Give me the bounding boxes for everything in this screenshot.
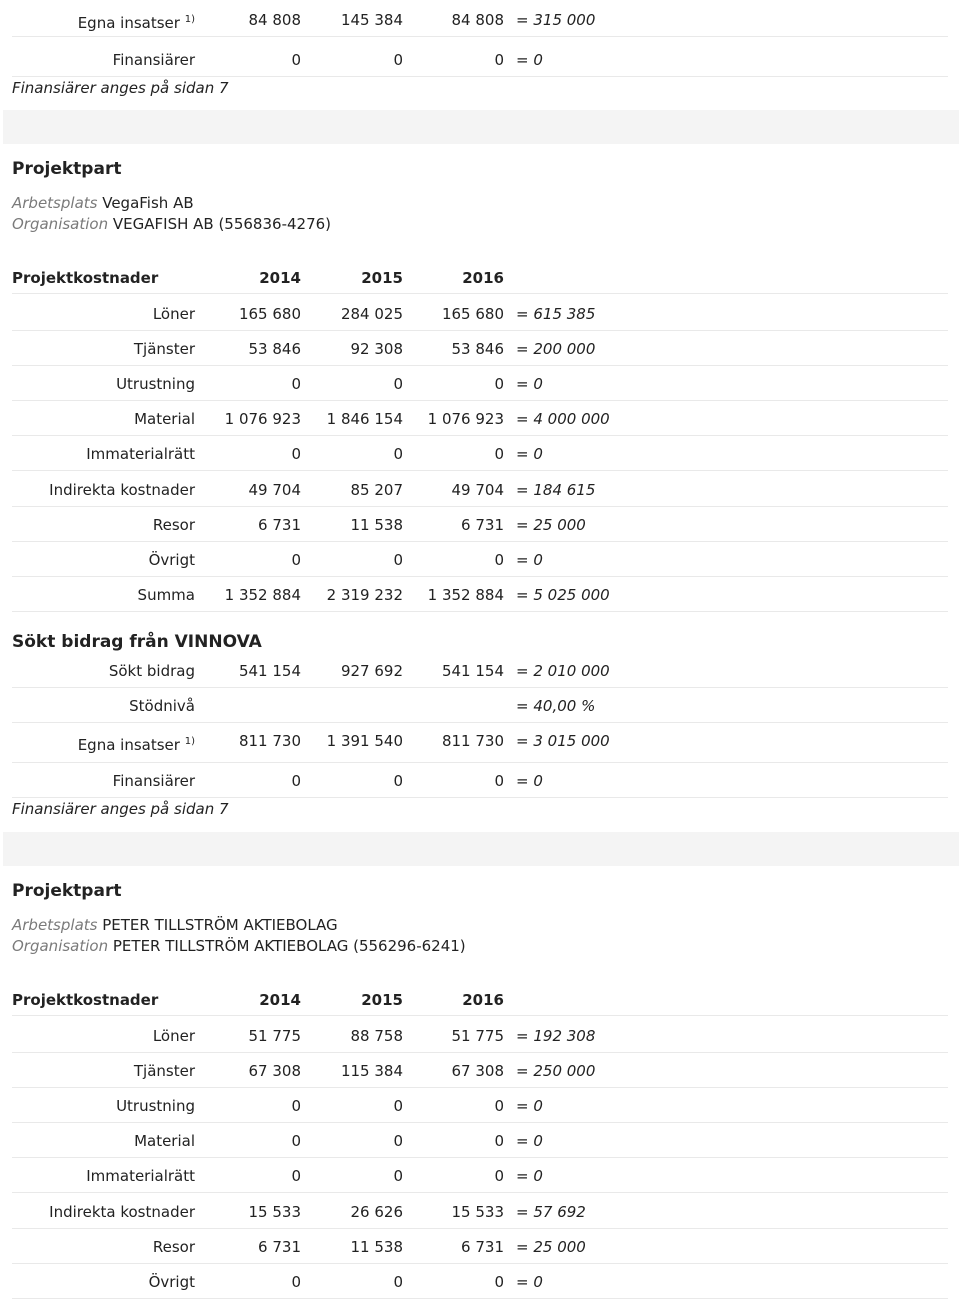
value-2015: 26 626 (350, 1202, 403, 1221)
row-label: Utrustning (116, 1097, 195, 1116)
value-2016: 1 352 884 (427, 585, 504, 604)
value-2015: 927 692 (340, 662, 403, 680)
row-total: = 315 000 (516, 11, 596, 29)
value-2015: 1 391 540 (326, 732, 403, 750)
row-label: Egna insatser (77, 736, 180, 754)
value-2015: 1 846 154 (326, 410, 403, 429)
organisation-line (12, 215, 331, 233)
cost-row-resor (12, 507, 948, 542)
row-label: Löner (152, 1027, 195, 1045)
value-2016: 541 154 (441, 662, 504, 680)
organisation-line (12, 937, 466, 955)
year-2015: 2015 (361, 269, 403, 287)
value-2016: 0 (494, 1272, 504, 1291)
value-2014: 0 (291, 445, 301, 464)
value-2014: 67 308 (248, 1062, 301, 1081)
value-2015: 284 025 (340, 305, 403, 323)
row-label: Indirekta kostnader (49, 480, 195, 499)
row-label: Finansiärer (112, 772, 195, 790)
cost-row-immaterialratt (12, 436, 948, 471)
value-2016: 15 533 (451, 1202, 504, 1221)
projektpart-title: Projektpart (12, 159, 122, 179)
value-2014: 811 730 (238, 732, 301, 750)
value-2015: 92 308 (350, 340, 403, 359)
value-2015: 0 (393, 375, 403, 394)
value-2014: 0 (291, 550, 301, 569)
value-2016: 0 (494, 550, 504, 569)
row-label: Övrigt (148, 550, 195, 569)
cost-row-tjanster (12, 331, 948, 366)
value-2016: 0 (494, 445, 504, 464)
organisation-key: Organisation (12, 215, 109, 233)
value-2014: 51 775 (248, 1027, 301, 1045)
value-2014: 0 (291, 1272, 301, 1291)
value-2016: 0 (494, 375, 504, 394)
row-total: = 0 (516, 1132, 543, 1151)
value-2016: 67 308 (451, 1062, 504, 1081)
projektpart-title: Projektpart (12, 881, 122, 901)
finansiarer-note: Finansiärer anges på sidan 7 (12, 79, 229, 97)
sokt-bidrag-row (12, 653, 948, 688)
row-total: = 615 385 (516, 305, 596, 323)
value-2015: 0 (393, 1167, 403, 1186)
row-label: Utrustning (116, 375, 195, 394)
bidrag-title: Sökt bidrag från VINNOVA (12, 632, 262, 652)
row-total: = 4 000 000 (516, 410, 610, 429)
organisation-value: VEGAFISH AB (556836-4276) (112, 215, 332, 233)
finansiarer-row (12, 763, 948, 798)
value-2015: 11 538 (350, 1237, 403, 1256)
row-total: = 25 000 (516, 1237, 586, 1256)
row-label: Egna insatser (77, 14, 180, 32)
row-total: = 0 (516, 550, 543, 569)
value-2015: 2 319 232 (326, 585, 403, 604)
row-label: Summa (137, 585, 195, 604)
value-2014: 1 352 884 (224, 585, 301, 604)
finansiarer-note: Finansiärer anges på sidan 7 (12, 800, 229, 818)
row-label: Övrigt (148, 1272, 195, 1291)
value-2016: 0 (494, 1167, 504, 1186)
arbetsplats-key: Arbetsplats (12, 194, 98, 212)
cost-row-resor (12, 1229, 948, 1264)
value-2015: 88 758 (350, 1027, 403, 1045)
row-label: Löner (152, 305, 195, 323)
value-2016: 6 731 (461, 515, 504, 534)
value-2014: 53 846 (248, 340, 301, 359)
row-total: = 192 308 (516, 1027, 596, 1045)
value-2015: 145 384 (340, 11, 403, 29)
value-2014: 6 731 (258, 515, 301, 534)
row-label: Tjänster (133, 1062, 195, 1081)
cost-row-utrustning (12, 1088, 948, 1123)
row-total: = 0 (516, 772, 543, 790)
egna-insatser-row (12, 2, 948, 37)
cost-row-loner (12, 1018, 948, 1053)
row-label: Resor (152, 1237, 195, 1256)
value-2015: 0 (393, 550, 403, 569)
egna-insatser-row (12, 723, 948, 763)
value-2016: 51 775 (451, 1027, 504, 1045)
row-label: Resor (152, 515, 195, 534)
value-2014: 165 680 (238, 305, 301, 323)
value-2016: 6 731 (461, 1237, 504, 1256)
cost-row-material (12, 1123, 948, 1158)
row-total: = 3 015 000 (516, 732, 610, 750)
value-2014: 0 (291, 1132, 301, 1151)
row-total: = 0 (516, 445, 543, 464)
cost-row-summa (12, 577, 948, 612)
row-label: Tjänster (133, 340, 195, 359)
cost-row-material (12, 401, 948, 436)
value-2016: 0 (494, 1132, 504, 1151)
section-gap-2 (3, 832, 959, 866)
row-total: = 0 (516, 1167, 543, 1186)
footnote-marker: 1) (184, 736, 195, 747)
row-total: = 5 025 000 (516, 585, 610, 604)
arbetsplats-key: Arbetsplats (12, 916, 98, 934)
value-2016: 811 730 (441, 732, 504, 750)
arbetsplats-line (12, 916, 338, 934)
row-total: = 0 (516, 1097, 543, 1116)
costs-title: Projektkostnader (12, 269, 159, 287)
year-2015: 2015 (361, 991, 403, 1009)
row-label: Sökt bidrag (108, 662, 195, 680)
row-total: = 25 000 (516, 515, 586, 534)
value-2015: 0 (393, 1132, 403, 1151)
row-total: = 57 692 (516, 1202, 586, 1221)
row-label: Indirekta kostnader (49, 1202, 195, 1221)
value-2016: 0 (494, 51, 504, 69)
row-label: Finansiärer (112, 51, 195, 69)
value-2015: 0 (393, 445, 403, 464)
section-gap-1 (3, 110, 959, 144)
value-2016: 0 (494, 772, 504, 790)
arbetsplats-line (12, 194, 194, 212)
value-2015: 0 (393, 772, 403, 790)
cost-row-ovrigt (12, 1264, 948, 1299)
value-2015: 115 384 (340, 1062, 403, 1081)
value-2014: 0 (291, 1167, 301, 1186)
value-2016: 84 808 (451, 11, 504, 29)
value-2016: 0 (494, 1097, 504, 1116)
row-total: = 40,00 % (516, 697, 596, 715)
value-2015: 11 538 (350, 515, 403, 534)
value-2014: 15 533 (248, 1202, 301, 1221)
value-2015: 85 207 (350, 480, 403, 499)
footnote-marker: 1) (184, 14, 195, 25)
row-total: = 200 000 (516, 340, 596, 359)
row-total: = 250 000 (516, 1062, 596, 1081)
cost-row-loner (12, 296, 948, 331)
row-label: Immaterialrätt (86, 1167, 195, 1186)
arbetsplats-value: PETER TILLSTRÖM AKTIEBOLAG (102, 916, 338, 934)
organisation-key: Organisation (12, 937, 109, 955)
arbetsplats-value: VegaFish AB (102, 194, 194, 212)
finansiarer-row (12, 42, 948, 77)
value-2015: 0 (393, 51, 403, 69)
row-label: Material (134, 410, 195, 429)
costs-title: Projektkostnader (12, 991, 159, 1009)
value-2016: 165 680 (441, 305, 504, 323)
value-2015: 0 (393, 1272, 403, 1291)
row-total: = 0 (516, 51, 543, 69)
year-2016: 2016 (462, 269, 504, 287)
value-2014: 49 704 (248, 480, 301, 499)
row-label: Material (134, 1132, 195, 1151)
value-2016: 53 846 (451, 340, 504, 359)
row-label: Stödnivå (129, 697, 195, 715)
organisation-value: PETER TILLSTRÖM AKTIEBOLAG (556296-6241) (112, 937, 466, 955)
value-2014: 0 (291, 375, 301, 394)
year-2016: 2016 (462, 991, 504, 1009)
value-2014: 541 154 (238, 662, 301, 680)
row-total: = 184 615 (516, 480, 596, 499)
cost-row-utrustning (12, 366, 948, 401)
row-total: = 0 (516, 1272, 543, 1291)
cost-row-indirekta-kostnader (12, 1194, 948, 1229)
value-2016: 1 076 923 (427, 410, 504, 429)
year-2014: 2014 (259, 269, 301, 287)
value-2014: 0 (291, 1097, 301, 1116)
stodniva-row (12, 688, 948, 723)
value-2014: 84 808 (248, 11, 301, 29)
row-total: = 0 (516, 375, 543, 394)
value-2014: 6 731 (258, 1237, 301, 1256)
value-2015: 0 (393, 1097, 403, 1116)
cost-row-indirekta-kostnader (12, 472, 948, 507)
row-label: Immaterialrätt (86, 445, 195, 464)
cost-row-ovrigt (12, 542, 948, 577)
year-2014: 2014 (259, 991, 301, 1009)
row-total: = 2 010 000 (516, 662, 610, 680)
value-2014: 1 076 923 (224, 410, 301, 429)
value-2014: 0 (291, 772, 301, 790)
cost-row-immaterialratt (12, 1158, 948, 1193)
costs-header (12, 985, 948, 1016)
value-2016: 49 704 (451, 480, 504, 499)
value-2014: 0 (291, 51, 301, 69)
costs-header (12, 263, 948, 294)
cost-row-tjanster (12, 1053, 948, 1088)
